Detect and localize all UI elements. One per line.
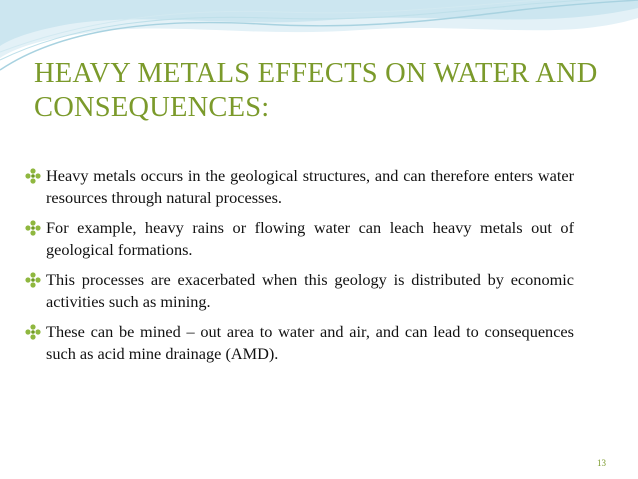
bullet-item-3 [34, 269, 574, 312]
page-number: 13 [597, 458, 606, 468]
bullet-text: For example, heavy rains or flowing water can leach heavy metals out of geological formations. [46, 218, 574, 259]
bullet-list [34, 165, 574, 373]
bullet-text: These can be mined – out area to water and air, and can lead to consequences such as acid mine drainage (AMD). [46, 322, 574, 363]
bullet-item-4 [34, 321, 574, 364]
diamond-bullet-icon [25, 324, 41, 340]
diamond-bullet-icon [25, 272, 41, 288]
bullet-text: This processes are exacerbated when this geology is distributed by economic activities such as mining. [46, 270, 574, 311]
bullet-item-2 [34, 217, 574, 260]
bullet-item-1 [34, 165, 574, 208]
slide-title: HEAVY METALS EFFECTS ON WATER AND CONSEQUENCES: [34, 58, 598, 123]
bullet-text: Heavy metals occurs in the geological structures, and can therefore enters water resources through natural processes. [46, 166, 574, 207]
diamond-bullet-icon [25, 220, 41, 236]
diamond-bullet-icon [25, 168, 41, 184]
